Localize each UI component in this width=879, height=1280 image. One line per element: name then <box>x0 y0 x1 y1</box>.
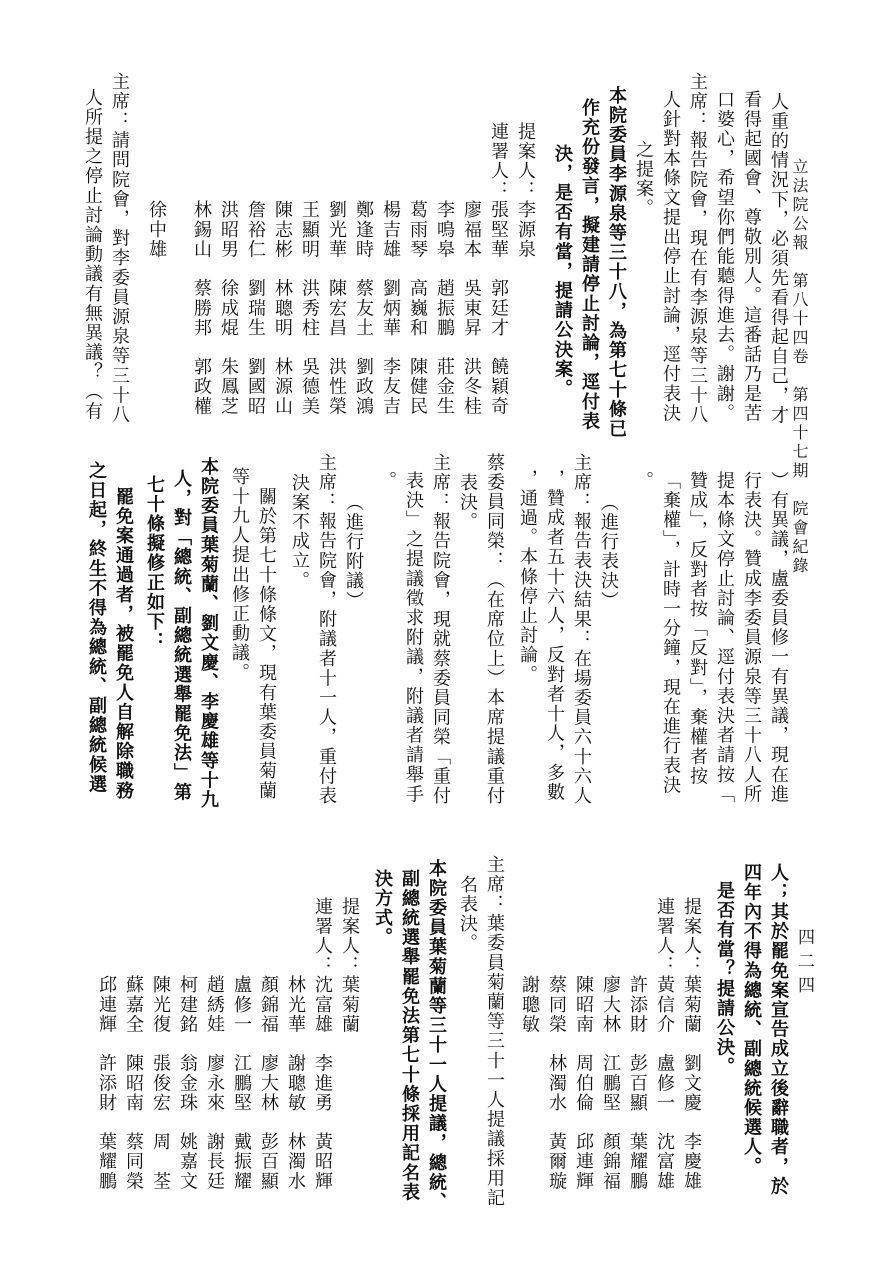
legislator-name: 沈富雄 <box>654 1132 675 1192</box>
names-column <box>516 855 543 1249</box>
legislator-name: 林源山 <box>272 357 293 417</box>
text-column: ，通過。本條停止討論。 <box>517 469 538 685</box>
names-column <box>678 855 705 1249</box>
text-column: 是否有當？提請公決。 <box>714 881 735 1077</box>
signer-label: 連署人： <box>488 122 509 201</box>
names-column <box>404 72 431 458</box>
name-indent <box>461 122 482 200</box>
name-indent <box>353 122 374 200</box>
legislator-name: 林錫山 <box>191 200 212 260</box>
legislator-name: 陳宏昌 <box>326 278 347 338</box>
legislator-name: 葉菊蘭 <box>681 975 702 1035</box>
signer-label: 提案人： <box>339 897 360 976</box>
legislator-name: 林濁水 <box>285 1132 306 1192</box>
names-column <box>174 855 201 1249</box>
name-indent <box>146 122 167 200</box>
name-indent <box>231 897 252 975</box>
legislator-name: 李友吉 <box>380 357 401 417</box>
legislator-name: 劉瑞生 <box>245 278 266 338</box>
text-column: 人；其於罷免案宣告成立後辭職者，於 <box>768 863 789 1197</box>
name-indent <box>218 122 239 200</box>
name-indent <box>96 897 117 975</box>
name-indent <box>326 122 347 200</box>
text-column: 。 <box>376 471 397 491</box>
signer-label: 連署人： <box>654 897 675 976</box>
name-indent <box>150 897 171 975</box>
names-column <box>282 855 309 1249</box>
legislator-name: 盧修一 <box>654 1053 675 1113</box>
legislator-name: 黃信介 <box>654 975 675 1035</box>
legislator-name: 翁金珠 <box>177 1053 198 1113</box>
legislator-name: 黃昭輝 <box>312 1132 333 1192</box>
legislator-name: 吳東昇 <box>461 278 482 338</box>
text-column: 作充份發言，擬建請停止討論，逕付表 <box>579 98 600 432</box>
text-column: 表決。 <box>457 473 478 532</box>
text-column: 名表決。 <box>457 875 478 954</box>
text-column: 口婆心，希望你們能聽得進去。謝謝。 <box>714 90 735 424</box>
name-indent <box>285 897 306 975</box>
legislator-name: 劉光華 <box>326 200 347 260</box>
name-indent <box>299 122 320 200</box>
legislator-name: 林光華 <box>285 975 306 1035</box>
legislator-name: 張堅華 <box>488 200 509 260</box>
name-indent <box>627 897 648 975</box>
legislator-name: 廖大林 <box>258 1053 279 1113</box>
legislator-name: 饒穎奇 <box>488 357 509 417</box>
legislator-name: 洪秀柱 <box>299 278 320 338</box>
legislator-name: 李慶雄 <box>681 1132 702 1192</box>
legislator-name: 謝聰敏 <box>285 1053 306 1113</box>
text-column: 四年內不得為總統、副總統候選人。 <box>741 863 762 1177</box>
legislator-name: 周伯倫 <box>573 1053 594 1113</box>
legislator-name: 黃爾璇 <box>546 1132 567 1192</box>
text-column: 決方式。 <box>372 869 393 948</box>
legislator-name: 陳健民 <box>407 357 428 417</box>
names-column <box>651 855 678 1249</box>
legislator-name: 趙綉娃 <box>204 975 225 1035</box>
legislator-name: 林聰明 <box>272 278 293 338</box>
name-indent <box>272 122 293 200</box>
legislator-name: 蔡勝邦 <box>191 278 212 338</box>
text-column: 行表決。贊成李委員源泉等三十八人所 <box>741 471 762 805</box>
text-column: 本院委員李源泉等三十八，為第七十條已 <box>606 86 627 439</box>
names-column <box>120 855 147 1249</box>
legislator-name: 陳志彬 <box>272 200 293 260</box>
band-middle <box>58 453 792 847</box>
legislator-name: 葛雨琴 <box>407 200 428 260</box>
names-column <box>228 855 255 1249</box>
text-column: 主席：葉委員菊蘭等三十一人提議採用記 <box>484 855 505 1208</box>
legislator-name: 李鳴皋 <box>434 200 455 260</box>
names-column <box>201 855 228 1249</box>
legislator-name: 柯建銘 <box>177 975 198 1035</box>
text-column: 「棄權」，計時一分鐘，現在進行表決 <box>660 471 681 796</box>
text-column: ）有異議，盧委員修一有異議，現在進 <box>768 471 789 805</box>
legislator-name: 謝聰敏 <box>519 975 540 1035</box>
names-column <box>143 72 170 458</box>
names-column <box>323 72 350 458</box>
legislator-name: 邱連輝 <box>96 975 117 1035</box>
name-indent <box>258 897 279 975</box>
legislator-name: 郭政權 <box>191 357 212 417</box>
legislator-name: 劉炳華 <box>380 278 401 338</box>
text-column: 之日起，終生不得為總統、副總統候選 <box>86 461 107 795</box>
names-column <box>377 72 404 458</box>
legislator-name: 蔡同榮 <box>546 975 567 1035</box>
legislator-name: 洪冬桂 <box>461 357 482 417</box>
legislator-name: 鄭逢時 <box>353 200 374 260</box>
legislator-name: 江鵬堅 <box>600 1053 621 1113</box>
legislator-name: 徐中雄 <box>146 200 167 260</box>
text-column: （進行表決） <box>598 493 619 611</box>
names-column <box>188 72 215 458</box>
names-column <box>255 855 282 1249</box>
text-column: 等十九人提出修正動議。 <box>229 467 250 683</box>
legislator-name: 劉政鴻 <box>353 357 374 417</box>
text-column: 人所提之停止討論動議有無異議？（有 <box>82 88 103 422</box>
legislator-name: 蔡同榮 <box>123 1132 144 1192</box>
names-column <box>309 855 336 1249</box>
legislator-name: 郭廷才 <box>488 278 509 338</box>
name-indent <box>546 897 567 975</box>
legislator-name: 廖大林 <box>600 975 621 1035</box>
legislator-name: 高巍和 <box>407 278 428 338</box>
legislator-name: 蘇嘉全 <box>123 975 144 1035</box>
text-column: 決案不成立。 <box>289 473 310 591</box>
text-column: 決，是否有當，提請公決案。 <box>552 144 573 399</box>
legislator-name: 許添財 <box>96 1053 117 1113</box>
legislator-name: 劉國昭 <box>245 357 266 417</box>
signer-label: 提案人： <box>515 122 536 201</box>
legislator-name: 莊金生 <box>434 357 455 417</box>
text-column: 。 <box>633 471 654 491</box>
name-indent <box>600 897 621 975</box>
legislator-name: 周 荃 <box>150 1132 171 1192</box>
legislator-name: 許添財 <box>627 975 648 1035</box>
text-column: 贊成」，反對者按「反對」，棄權者按 <box>687 471 708 787</box>
legislator-name: 謝長廷 <box>204 1132 225 1192</box>
name-indent <box>204 897 225 975</box>
names-column <box>93 855 120 1249</box>
legislator-name: 徐成焜 <box>218 278 239 338</box>
legislator-name: 洪性榮 <box>326 357 347 417</box>
legislator-name: 吳德美 <box>299 357 320 417</box>
names-column <box>485 72 512 458</box>
legislator-name: 朱鳳芝 <box>218 357 239 417</box>
legislator-name: 洪昭男 <box>218 200 239 260</box>
legislator-name: 陳光復 <box>150 975 171 1035</box>
running-header: 立法院公報 第八十四卷 第四十七期 院會紀錄 <box>790 158 809 576</box>
legislator-name: 林濁水 <box>546 1053 567 1113</box>
names-column <box>215 72 242 458</box>
legislator-name: 李進勇 <box>312 1053 333 1113</box>
legislator-name: 張俊宏 <box>150 1053 171 1113</box>
legislator-name: 王顯明 <box>299 200 320 260</box>
legislator-name: 葉菊蘭 <box>339 975 360 1035</box>
legislator-name: 蔡友土 <box>353 278 374 338</box>
name-indent <box>380 122 401 200</box>
legislator-name: 彭百顯 <box>627 1053 648 1113</box>
names-column <box>543 855 570 1249</box>
names-column <box>242 72 269 458</box>
text-column: 主席：請問院會，對李委員源泉等三十八 <box>109 72 130 425</box>
text-column: 人，對「總統、副總統選舉罷免法」第 <box>171 469 192 803</box>
legislator-name: 沈富雄 <box>312 975 333 1035</box>
legislator-name: 葉耀鵬 <box>96 1132 117 1192</box>
text-column: 七十條擬修正如下： <box>144 475 165 652</box>
text-column: 主席：報告院會，附議者十一人，重付表 <box>316 453 337 806</box>
text-column: 本院委員葉菊蘭、劉文慶、李慶雄等十九 <box>198 457 219 810</box>
names-column <box>512 72 539 458</box>
band-top <box>58 72 792 458</box>
legislator-name: 顏錦福 <box>258 975 279 1035</box>
text-column: 人針對本條文提出停止討論，逕付表決 <box>660 90 681 424</box>
legislator-name: 李源泉 <box>515 200 536 260</box>
legislator-name: 邱連輝 <box>573 1132 594 1192</box>
text-column: 之提案。 <box>633 140 654 219</box>
legislator-name: 彭百顯 <box>258 1132 279 1192</box>
legislator-name: 顏錦福 <box>600 1132 621 1192</box>
legislator-name: 劉文慶 <box>681 1053 702 1113</box>
name-indent <box>519 897 540 975</box>
text-column: （進行附議） <box>343 493 364 611</box>
names-column <box>431 72 458 458</box>
legislator-name: 葉耀鵬 <box>627 1132 648 1192</box>
name-indent <box>407 122 428 200</box>
text-column: 關於第七十條條文，現有葉委員菊蘭 <box>256 487 277 801</box>
names-column <box>350 72 377 458</box>
signer-label: 連署人： <box>312 897 333 976</box>
names-column <box>336 855 363 1249</box>
text-column: 本院委員葉菊蘭等三十一人提議，總統、 <box>426 859 447 1212</box>
legislator-name: 姚嘉文 <box>177 1132 198 1192</box>
legislator-name: 廖福本 <box>461 200 482 260</box>
band-bottom <box>58 855 792 1249</box>
name-indent <box>123 897 144 975</box>
text-column: 主席：報告表決結果：在場委員六十六人 <box>571 453 592 806</box>
names-column <box>458 72 485 458</box>
text-column: 看得起國會、尊敬別人。這番話乃是苦 <box>741 90 762 424</box>
text-column: 副總統選舉罷免法第七十條採用記名表 <box>399 869 420 1203</box>
legislator-name: 楊吉雄 <box>380 200 401 260</box>
signer-label: 提案人： <box>681 897 702 976</box>
text-column: 主席：報告院會，現就蔡委員同榮「重付 <box>430 453 451 806</box>
text-column: ，贊成者五十六人，反對者十人，多數 <box>544 469 565 803</box>
text-column: 人重的情況下，必須先看得起自己，才 <box>768 92 789 426</box>
names-column <box>269 72 296 458</box>
names-column <box>624 855 651 1249</box>
legislator-name: 陳昭南 <box>573 975 594 1035</box>
name-indent <box>177 897 198 975</box>
legislator-name: 陳昭南 <box>123 1053 144 1113</box>
name-indent <box>191 122 212 200</box>
legislator-name: 廖永來 <box>204 1053 225 1113</box>
name-indent <box>245 122 266 200</box>
name-indent <box>434 122 455 200</box>
names-column <box>296 72 323 458</box>
text-column: 罷免案通過者，被罷免人自解除職務 <box>113 487 134 801</box>
text-column: 提本條文停止討論、逕付表決者請按「 <box>714 471 735 805</box>
names-column <box>570 855 597 1249</box>
legislator-name: 盧修一 <box>231 975 252 1035</box>
text-column: 蔡委員同榮：（在席位上）本席提議重付 <box>484 453 505 806</box>
legislator-name: 趙振鵬 <box>434 278 455 338</box>
legislator-name: 江鵬堅 <box>231 1053 252 1113</box>
legislator-name: 詹裕仁 <box>245 200 266 260</box>
page-number: 四二四 <box>794 928 814 1000</box>
name-indent <box>573 897 594 975</box>
text-column: 主席：報告院會，現在有李源泉等三十八 <box>687 72 708 425</box>
legislator-name: 戴振耀 <box>231 1132 252 1192</box>
text-column: 表決」之提議徵求附議，附議者請舉手 <box>403 471 424 805</box>
names-column <box>147 855 174 1249</box>
names-column <box>597 855 624 1249</box>
